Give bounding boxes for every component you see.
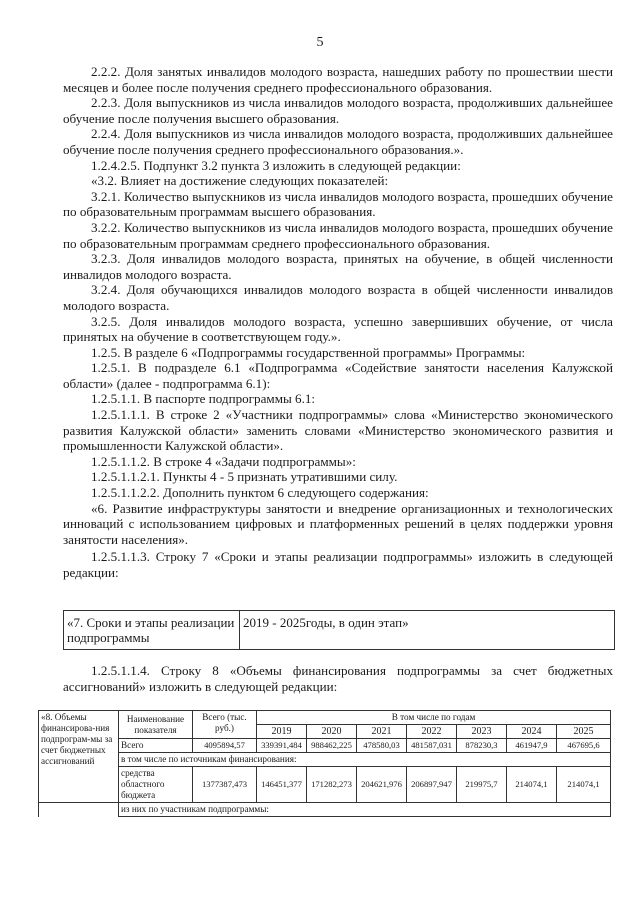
participants-label: из них по участникам подпрограммы: [119,803,611,817]
regional-value: 146451,377 [257,767,307,803]
paragraph: 1.2.5.1.1.2.1. Пункты 4 - 5 признать утратившими силу. [91,469,398,485]
paragraph: 1.2.5.1.1.4. Строку 8 «Объемы финансирования подпрограммы за счет бюджетных ассигнований» изложить в следующей редакции: [63,663,613,694]
regional-value: 219975,7 [457,767,507,803]
table-row [39,739,611,753]
regional-label: средства областного бюджета [119,767,193,803]
year-header: 2024 [507,725,557,739]
year-header: 2020 [307,725,357,739]
total-label: Всего [119,739,193,753]
table-row [39,767,611,803]
regional-value: 214074,1 [507,767,557,803]
year-header: 2022 [407,725,457,739]
total-value: 988462,225 [307,739,357,753]
year-header: 2019 [257,725,307,739]
regional-all: 1377387,473 [193,767,257,803]
year-header: 2025 [557,725,611,739]
column-header-years-group: В том числе по годам [257,711,611,725]
paragraph: «3.2. Влияет на достижение следующих показателей: [91,173,389,189]
table-row [39,803,611,817]
year-header: 2021 [357,725,407,739]
paragraph: 1.2.5.1.1.3. Строку 7 «Сроки и этапы реализации подпрограммы» изложить в следующей редакции: [63,549,613,580]
paragraph: 3.2.2. Количество выпускников из числа инвалидов молодого возраста, прошедших обучение по образовательным программам среднего профессионального образования. [63,219,613,251]
total-value: 878230,3 [457,739,507,753]
regional-value: 171282,273 [307,767,357,803]
page-number: 5 [316,35,324,50]
paragraph: 1.2.5.1.1. В паспорте подпрограммы 6.1: [91,391,316,407]
paragraph: 1.2.5. В разделе 6 «Подпрограммы государственной программы» Программы: [91,344,526,360]
body-text [63,64,613,581]
table-row [39,753,611,767]
column-header-total: Всего (тыс. руб.) [193,711,257,739]
table-row [64,611,615,650]
paragraph: 2.2.3. Доля выпускников из числа инвалидов молодого возраста, продолживших дальнейшее обучение после получения высшего образования. [63,95,613,126]
financing-row-label: «8. Объемы финансирова-ния подпрограм-мы за счет бюджетных ассигнований [39,711,119,803]
regional-value: 214074,1 [557,767,611,803]
total-all: 4095894,57 [193,739,257,753]
paragraph: «6. Развитие инфраструктуры занятости и внедрение организационных и технологических инноваций с использованием цифровых и платформенных решений в целях поддержки уровня занятости населения». [63,500,613,547]
paragraph: 3.2.1. Количество выпускников из числа инвалидов молодого возраста, прошедших обучение по образовательным программам высшего образования. [63,188,613,220]
table7-value: 2019 - 2025годы, в один этап» [240,611,615,650]
paragraph: 1.2.5.1. В подразделе 6.1 «Подпрограмма «Содействие занятости населения Калужской области» (далее - подпрограмма 6.1): [63,360,613,391]
financing-table [38,710,611,817]
paragraph: 3.2.3. Доля инвалидов молодого возраста, принятых на обучение, в общей численности инвалидов молодого возраста. [63,251,613,282]
paragraph-8 [63,663,613,694]
total-value: 461947,9 [507,739,557,753]
paragraph: 1.2.4.2.5. Подпункт 3.2 пункта 3 изложить в следующей редакции: [91,157,461,173]
paragraph: 2.2.4. Доля выпускников из числа инвалидов молодого возраста, продолживших дальнейшее обучение после получения среднего профессионального образования.». [63,126,613,157]
regional-value: 206897,947 [407,767,457,803]
total-value: 339391,484 [257,739,307,753]
paragraph: 3.2.5. Доля инвалидов молодого возраста, успешно завершивших обучение, от числа принятых на обучение в соответствующем году.». [63,313,613,345]
total-value: 478580,03 [357,739,407,753]
by-source-label: в том числе по источникам финансирования: [119,753,611,767]
paragraph: 1.2.5.1.1.1. В строке 2 «Участники подпрограммы» слова «Министерство экономического развития Калужской области» заменить словами «Министерство экономического развития и промышленности Калужской области». [63,407,613,454]
total-value: 481587,031 [407,739,457,753]
paragraph: 2.2.2. Доля занятых инвалидов молодого возраста, нашедших работу по прошествии шести месяцев и более после получения среднего профессионального образования. [63,64,613,95]
table7-label: «7. Сроки и этапы реализации подпрограммы [64,611,240,650]
paragraph: 3.2.4. Доля обучающихся инвалидов молодого возраста в общей численности инвалидов молодого возраста. [63,282,613,313]
paragraph: 1.2.5.1.1.2. В строке 4 «Задачи подпрограммы»: [91,453,356,469]
regional-value: 204621,976 [357,767,407,803]
table-header-row [39,711,611,725]
column-header-name: Наименование показателя [119,711,193,739]
total-value: 467695,6 [557,739,611,753]
year-header: 2023 [457,725,507,739]
paragraph: 1.2.5.1.1.2.2. Дополнить пунктом 6 следующего содержания: [91,485,429,501]
table-row-7 [63,610,615,650]
